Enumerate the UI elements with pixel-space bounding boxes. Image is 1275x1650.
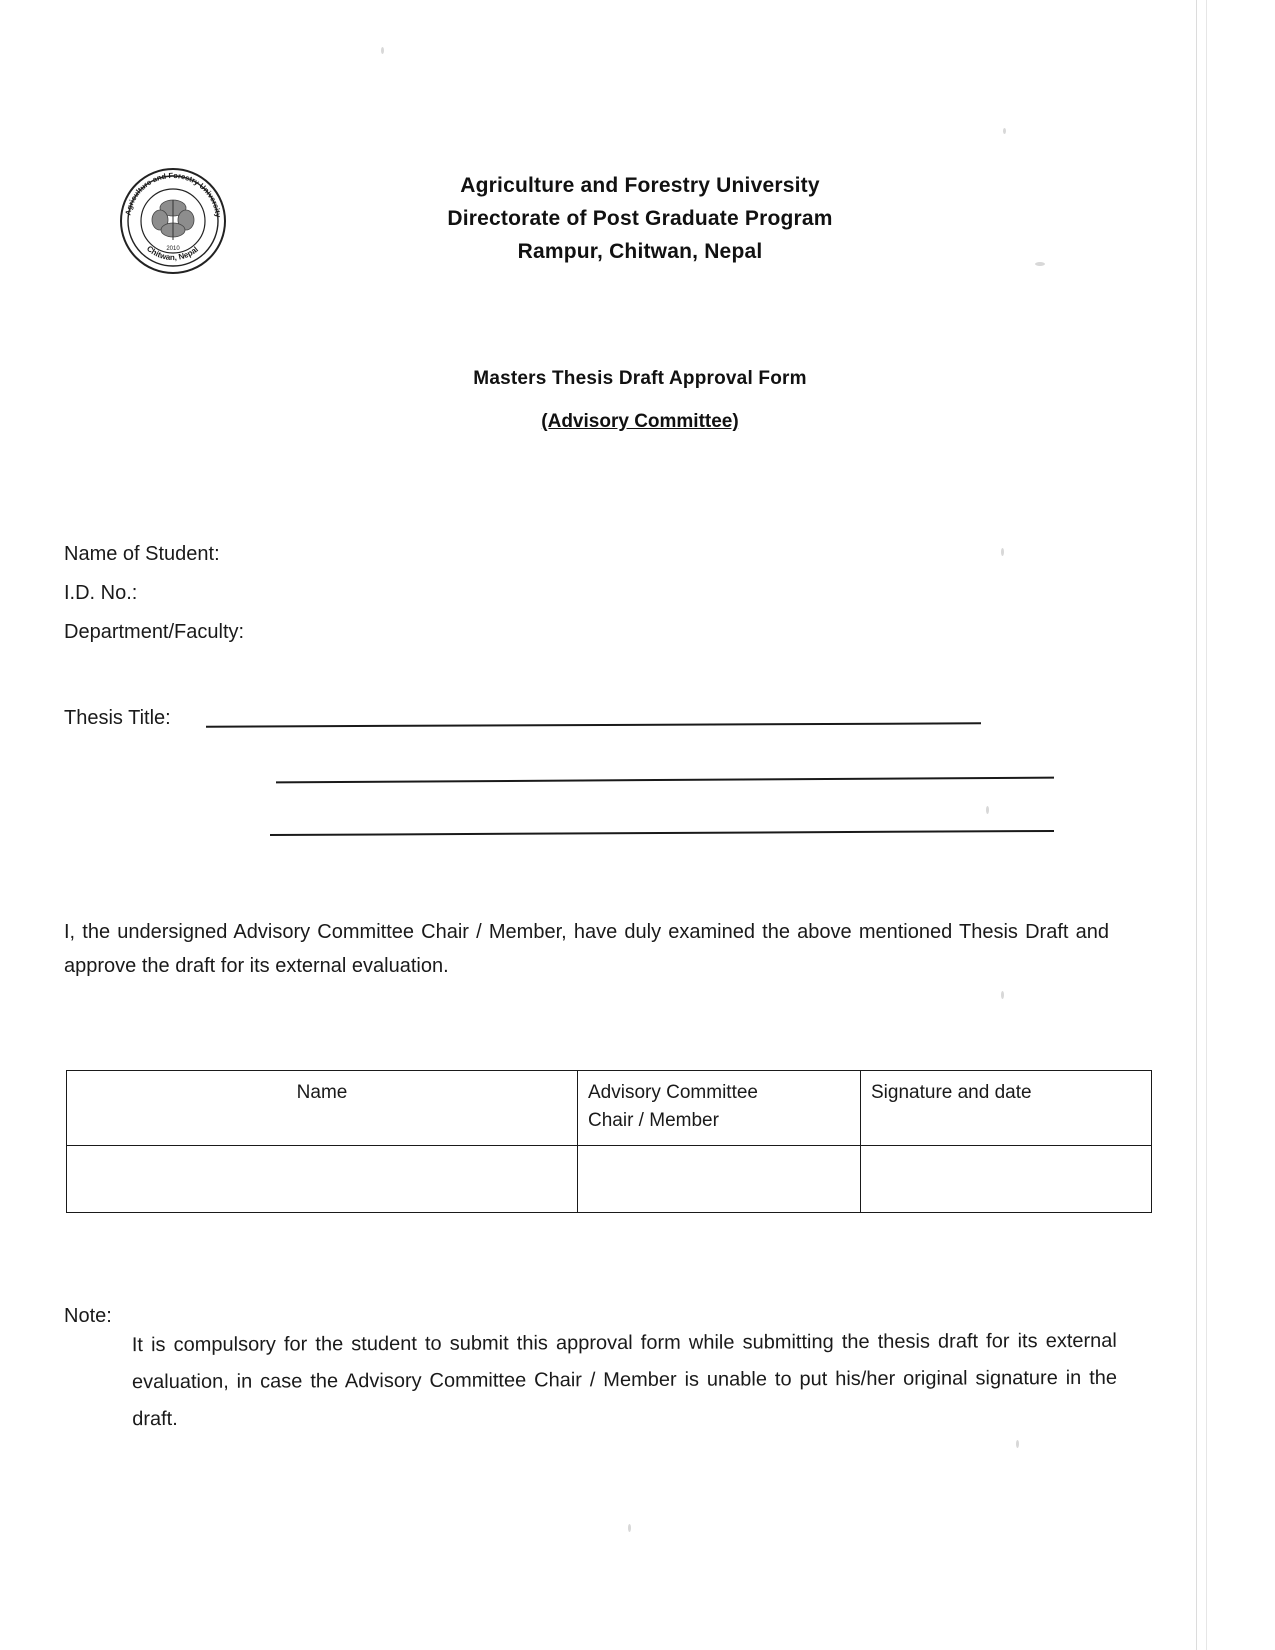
thesis-title-writeline-1[interactable]	[206, 722, 981, 727]
header-institution-block	[250, 169, 1030, 268]
table-cell-name[interactable]	[67, 1146, 578, 1213]
page-title: Masters Thesis Draft Approval Form	[473, 368, 807, 389]
note-label: Note:	[64, 1305, 112, 1327]
table-row[interactable]	[67, 1146, 1152, 1213]
svg-text:Chitwan, Nepal: Chitwan, Nepal	[144, 244, 201, 263]
scan-speck	[1001, 548, 1004, 556]
title-block	[250, 368, 1030, 433]
scan-edge-artifact	[1196, 0, 1275, 1650]
table-header-signature: Signature and date	[861, 1071, 1152, 1146]
svg-text:Agriculture and Forestry Unive: Agriculture and Forestry University	[123, 170, 223, 218]
student-fields	[64, 535, 244, 652]
svg-text:2010: 2010	[166, 246, 180, 252]
table-header-role-line1: Advisory Committee	[588, 1082, 758, 1103]
thesis-title-writeline-3[interactable]	[270, 830, 1054, 836]
scan-speck	[1001, 991, 1004, 999]
thesis-title-label: Thesis Title:	[64, 707, 171, 729]
scan-speck	[381, 47, 384, 54]
field-name-of-student[interactable]: Name of Student:	[64, 543, 220, 565]
table-cell-role[interactable]	[578, 1146, 861, 1213]
table-cell-signature[interactable]	[861, 1146, 1152, 1213]
table-header-name: Name	[67, 1071, 578, 1146]
note-text: It is compulsory for the student to submit this approval form while submitting the thesis draft for its external evaluation, in case the Advisory Committee Chair / Member is unable to put his/her original signature in the draft.	[131, 1329, 1118, 1431]
field-id-no[interactable]: I.D. No.:	[64, 582, 138, 604]
table-header-row	[67, 1071, 1152, 1146]
scan-speck	[1003, 128, 1006, 134]
scan-speck	[986, 806, 989, 814]
field-department-faculty[interactable]: Department/Faculty:	[64, 621, 245, 643]
scan-speck	[1016, 1440, 1019, 1448]
table-header-role	[578, 1071, 861, 1146]
header-line-1: Agriculture and Forestry University	[460, 174, 820, 197]
scan-speck	[1035, 262, 1045, 266]
approval-table	[66, 1070, 1152, 1213]
university-seal-icon	[112, 160, 234, 282]
approval-statement: I, the undersigned Advisory Committee Chair / Member, have duly examined the above mentioned Thesis Draft and approve the draft for its external evaluation.	[64, 921, 1109, 977]
table-header-role-line2: Chair / Member	[588, 1110, 719, 1131]
thesis-title-writeline-2[interactable]	[276, 777, 1054, 783]
header-line-2: Directorate of Post Graduate Program	[447, 207, 833, 230]
header-line-3: Rampur, Chitwan, Nepal	[517, 240, 763, 263]
scan-speck	[628, 1524, 631, 1532]
page-subtitle: (Advisory Committee)	[541, 411, 739, 432]
scan-edge-line	[1206, 0, 1207, 1650]
